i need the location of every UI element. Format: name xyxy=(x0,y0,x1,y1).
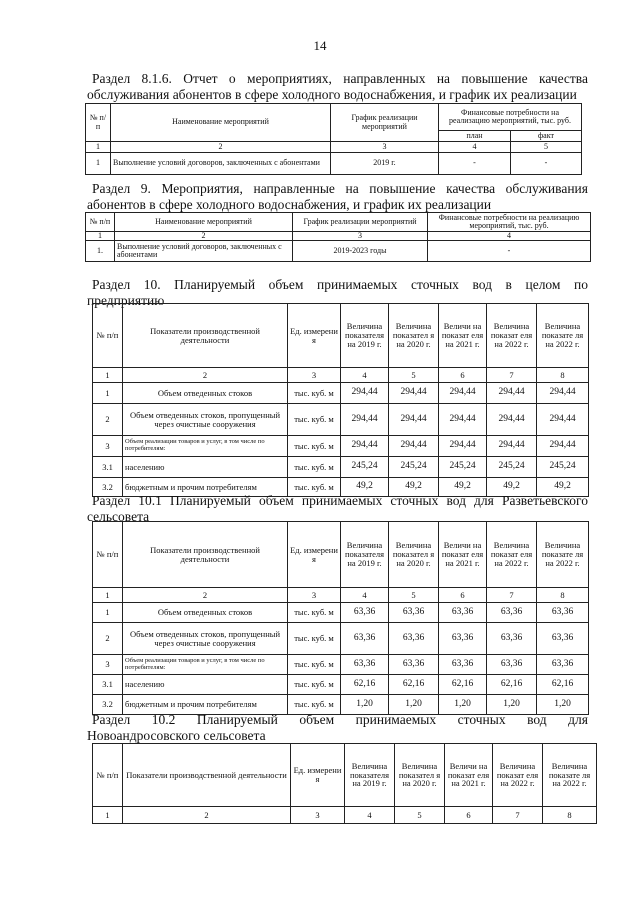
heading-line: абонентов в сфере холодного водоснабжения, и график их реализации xyxy=(87,197,492,212)
index-cell: 3 xyxy=(288,368,341,383)
row-unit: тыс. куб. м xyxy=(288,695,341,715)
table-row xyxy=(93,436,589,457)
index-cell: 2 xyxy=(115,232,293,241)
header-cell: факт xyxy=(511,131,582,142)
table-row xyxy=(93,655,589,675)
header-cell: Величина показателя на 2019 г. xyxy=(341,304,389,368)
row-value: 63,36 xyxy=(341,655,389,675)
row-value: 245,24 xyxy=(389,457,439,478)
header-cell: Финансовые потребности на реализацию мероприятий, тыс. руб. xyxy=(439,104,582,131)
header-cell: Ед. измерени я xyxy=(288,522,341,588)
index-cell: 8 xyxy=(537,368,589,383)
row-num: 3.1 xyxy=(93,457,123,478)
index-cell: 4 xyxy=(341,588,389,603)
row-value: 294,44 xyxy=(341,404,389,436)
heading-line: Раздел 10. Планируемый объем принимаемых сточных вод в целом по xyxy=(92,277,588,292)
row-num: 1 xyxy=(93,603,123,623)
row-unit: тыс. куб. м xyxy=(288,457,341,478)
header-cell: Величина показател я на 2020 г. xyxy=(389,304,439,368)
header-cell: Наименование мероприятий xyxy=(111,104,331,142)
section-10-2-heading xyxy=(87,712,588,744)
row-value: 63,36 xyxy=(439,655,487,675)
row-num: 2 xyxy=(93,623,123,655)
header-cell: Величина показат еля на 2022 г. xyxy=(487,304,537,368)
row-num: 3.2 xyxy=(93,695,123,715)
row-unit: тыс. куб. м xyxy=(288,478,341,497)
index-cell: 1 xyxy=(93,588,123,603)
table-row xyxy=(93,623,589,655)
section-10-table xyxy=(92,303,589,497)
index-cell: 4 xyxy=(439,142,511,153)
index-cell: 7 xyxy=(487,588,537,603)
index-cell: 8 xyxy=(537,588,589,603)
row-unit: тыс. куб. м xyxy=(288,623,341,655)
section-9-table xyxy=(85,212,591,262)
row-value: 49,2 xyxy=(537,478,589,497)
row-value: 294,44 xyxy=(341,436,389,457)
index-cell: 1 xyxy=(86,232,115,241)
page-number: 14 xyxy=(313,38,327,53)
row-value: 294,44 xyxy=(537,404,589,436)
row-value: 63,36 xyxy=(389,603,439,623)
row-value: 1,20 xyxy=(341,695,389,715)
heading-line: Новоандросовского сельсовета xyxy=(87,728,266,743)
header-cell: Величина показат еля на 2022 г. xyxy=(487,522,537,588)
row-value: 63,36 xyxy=(389,655,439,675)
row-value: 63,36 xyxy=(389,623,439,655)
row-value: 62,16 xyxy=(487,675,537,695)
header-cell: Величина показателя на 2019 г. xyxy=(341,522,389,588)
header-cell: Показатели производственной деятельности xyxy=(123,744,291,807)
index-cell: 2 xyxy=(123,807,291,824)
index-cell: 8 xyxy=(543,807,597,824)
header-cell: № п/п xyxy=(86,104,111,142)
heading-line: Раздел 9. Мероприятия, направленные на повышение качества обслуживания xyxy=(92,181,588,196)
row-num: 1 xyxy=(93,383,123,404)
row-name: Объем отведенных стоков, пропущенный через очистные сооружения xyxy=(123,404,288,436)
row-name: Объем реализации товаров и услуг, в том числе по потребителям: xyxy=(123,655,288,675)
row-value: 1,20 xyxy=(439,695,487,715)
row-finance: - xyxy=(428,241,591,262)
header-cell: № п/п xyxy=(93,304,123,368)
row-unit: тыс. куб. м xyxy=(288,655,341,675)
table-row xyxy=(93,404,589,436)
row-value: 63,36 xyxy=(537,623,589,655)
row-num: 1 xyxy=(86,153,111,175)
section-10-1-table xyxy=(92,521,589,715)
row-value: 63,36 xyxy=(487,603,537,623)
heading-line: обслуживания абонентов в сфере холодного водоснабжения, и график их реализации xyxy=(87,87,577,102)
row-name: Выполнение условий договоров, заключенных с абонентами xyxy=(111,153,331,175)
row-value: 62,16 xyxy=(389,675,439,695)
row-name: Объем отведенных стоков, пропущенный через очистные сооружения xyxy=(123,623,288,655)
header-cell: График реализации мероприятий xyxy=(293,213,428,232)
row-value: 62,16 xyxy=(439,675,487,695)
header-cell: Величи на показат еля на 2021 г. xyxy=(439,304,487,368)
row-value: 62,16 xyxy=(341,675,389,695)
row-num: 3 xyxy=(93,436,123,457)
row-num: 3.1 xyxy=(93,675,123,695)
row-name: населению xyxy=(123,675,288,695)
heading-line: предприятию xyxy=(87,293,165,308)
row-value: 63,36 xyxy=(487,623,537,655)
table-row xyxy=(93,675,589,695)
row-value: 63,36 xyxy=(341,623,389,655)
row-schedule: 2019 г. xyxy=(331,153,439,175)
index-cell: 2 xyxy=(123,588,288,603)
section-8-1-6-heading xyxy=(87,71,588,103)
index-cell: 4 xyxy=(345,807,395,824)
header-cell: Величина показател я на 2020 г. xyxy=(389,522,439,588)
header-cell: Величи на показат еля на 2021 г. xyxy=(439,522,487,588)
row-value: 294,44 xyxy=(439,383,487,404)
row-unit: тыс. куб. м xyxy=(288,383,341,404)
header-cell: Величина показателя на 2019 г. xyxy=(345,744,395,807)
row-value: 294,44 xyxy=(537,383,589,404)
row-value: 62,16 xyxy=(537,675,589,695)
row-value: 245,24 xyxy=(537,457,589,478)
row-name: Объем отведенных стоков xyxy=(123,383,288,404)
header-cell: № п/п xyxy=(93,522,123,588)
row-name: населению xyxy=(123,457,288,478)
section-8-1-6-table xyxy=(85,103,582,175)
index-cell: 2 xyxy=(123,368,288,383)
index-cell: 6 xyxy=(445,807,493,824)
index-cell: 3 xyxy=(291,807,345,824)
row-value: 245,24 xyxy=(487,457,537,478)
header-cell: Финансовые потребности на реализацию мероприятий, тыс. руб. xyxy=(428,213,591,232)
row-value: 294,44 xyxy=(439,436,487,457)
row-name: Объем отведенных стоков xyxy=(123,603,288,623)
row-name: бюджетным и прочим потребителям xyxy=(123,695,288,715)
header-cell: Величина показате ля на 2022 г. xyxy=(537,522,589,588)
row-num: 3.2 xyxy=(93,478,123,497)
row-value: 1,20 xyxy=(487,695,537,715)
index-cell: 7 xyxy=(493,807,543,824)
index-cell: 4 xyxy=(428,232,591,241)
section-10-2-table xyxy=(92,743,597,824)
header-cell: Показатели производственной деятельности xyxy=(123,522,288,588)
index-cell: 5 xyxy=(511,142,582,153)
index-cell: 6 xyxy=(439,588,487,603)
header-cell: № п/п xyxy=(93,744,123,807)
header-cell: № п/п xyxy=(86,213,115,232)
row-value: 1,20 xyxy=(537,695,589,715)
row-value: 294,44 xyxy=(389,404,439,436)
heading-line: сельсовета xyxy=(87,509,150,524)
row-num: 1. xyxy=(86,241,115,262)
row-plan: - xyxy=(439,153,511,175)
index-cell: 3 xyxy=(331,142,439,153)
row-value: 63,36 xyxy=(487,655,537,675)
row-value: 294,44 xyxy=(389,436,439,457)
index-cell: 4 xyxy=(341,368,389,383)
row-unit: тыс. куб. м xyxy=(288,436,341,457)
header-cell: Ед. измерени я xyxy=(288,304,341,368)
row-num: 2 xyxy=(93,404,123,436)
header-cell: График реализации мероприятий xyxy=(331,104,439,142)
row-value: 63,36 xyxy=(537,655,589,675)
row-unit: тыс. куб. м xyxy=(288,675,341,695)
header-cell: Показатели производственной деятельности xyxy=(123,304,288,368)
row-name: бюджетным и прочим потребителям xyxy=(123,478,288,497)
row-value: 49,2 xyxy=(439,478,487,497)
header-cell: Наименование мероприятий xyxy=(115,213,293,232)
row-value: 294,44 xyxy=(537,436,589,457)
row-value: 49,2 xyxy=(389,478,439,497)
heading-line: Раздел 10.1 Планируемый объем принимаемых сточных вод для Разветьевского xyxy=(92,493,588,508)
row-value: 63,36 xyxy=(439,623,487,655)
index-cell: 1 xyxy=(93,368,123,383)
row-value: 63,36 xyxy=(341,603,389,623)
row-schedule: 2019-2023 годы xyxy=(293,241,428,262)
heading-line: Раздел 10.2 Планируемый объем принимаемых сточных вод для xyxy=(92,712,588,727)
row-fact: - xyxy=(511,153,582,175)
row-value: 294,44 xyxy=(389,383,439,404)
header-cell: Величина показател я на 2020 г. xyxy=(395,744,445,807)
index-cell: 3 xyxy=(293,232,428,241)
row-value: 294,44 xyxy=(487,404,537,436)
row-value: 294,44 xyxy=(487,436,537,457)
row-value: 1,20 xyxy=(389,695,439,715)
header-cell: план xyxy=(439,131,511,142)
table-row xyxy=(93,383,589,404)
header-cell: Величи на показат еля на 2021 г. xyxy=(445,744,493,807)
row-value: 294,44 xyxy=(487,383,537,404)
row-value: 49,2 xyxy=(487,478,537,497)
row-unit: тыс. куб. м xyxy=(288,603,341,623)
section-9-heading xyxy=(87,181,588,213)
index-cell: 1 xyxy=(86,142,111,153)
row-value: 245,24 xyxy=(341,457,389,478)
row-value: 63,36 xyxy=(439,603,487,623)
index-cell: 3 xyxy=(288,588,341,603)
row-name: Объем реализации товаров и услуг, в том числе по потребителям: xyxy=(123,436,288,457)
row-value: 294,44 xyxy=(341,383,389,404)
header-cell: Величина показате ля на 2022 г. xyxy=(543,744,597,807)
row-value: 63,36 xyxy=(537,603,589,623)
header-cell: Величина показат еля на 2022 г. xyxy=(493,744,543,807)
row-unit: тыс. куб. м xyxy=(288,404,341,436)
header-cell: Ед. измерени я xyxy=(291,744,345,807)
index-cell: 5 xyxy=(389,588,439,603)
index-cell: 2 xyxy=(111,142,331,153)
row-value: 49,2 xyxy=(341,478,389,497)
index-cell: 6 xyxy=(439,368,487,383)
table-row xyxy=(93,603,589,623)
row-num: 3 xyxy=(93,655,123,675)
table-row xyxy=(93,457,589,478)
row-value: 294,44 xyxy=(439,404,487,436)
index-cell: 5 xyxy=(389,368,439,383)
row-name: Выполнение условий договоров, заключенных с абонентами xyxy=(115,241,293,262)
index-cell: 5 xyxy=(395,807,445,824)
row-value: 245,24 xyxy=(439,457,487,478)
index-cell: 7 xyxy=(487,368,537,383)
index-cell: 1 xyxy=(93,807,123,824)
header-cell: Величина показате ля на 2022 г. xyxy=(537,304,589,368)
heading-line: Раздел 8.1.6. Отчет о мероприятиях, направленных на повышение качества xyxy=(92,71,588,86)
